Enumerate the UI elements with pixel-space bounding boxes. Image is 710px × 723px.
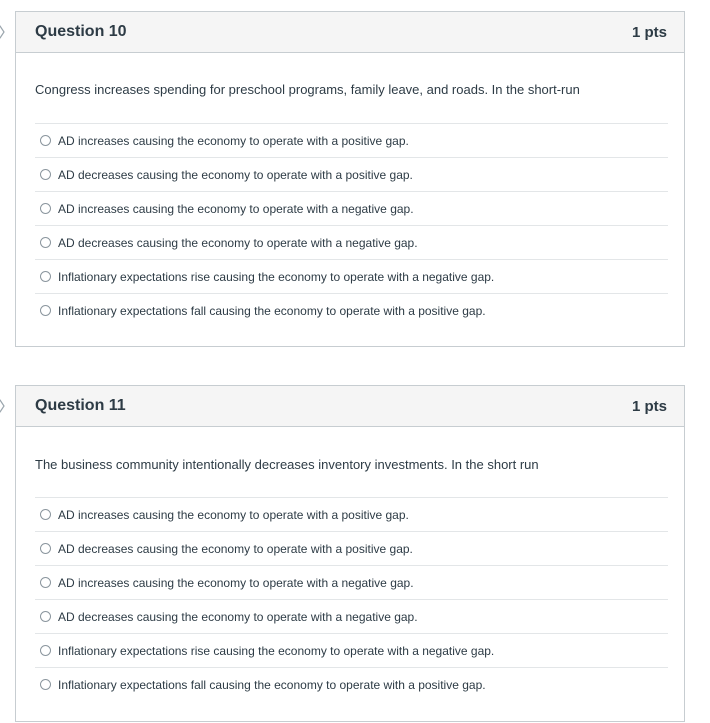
answer-option[interactable] bbox=[35, 259, 668, 293]
question-flag-icon[interactable] bbox=[0, 25, 6, 39]
answer-list bbox=[35, 497, 668, 701]
answer-label: AD decreases causing the economy to operate with a positive gap. bbox=[58, 167, 413, 182]
radio-button[interactable] bbox=[40, 305, 51, 316]
question-text: The business community intentionally decreases inventory investments. In the short run bbox=[35, 457, 539, 472]
question-header bbox=[16, 12, 684, 53]
answer-list bbox=[35, 123, 668, 327]
answer-option[interactable] bbox=[35, 157, 668, 191]
answer-label: Inflationary expectations fall causing the economy to operate with a positive gap. bbox=[58, 677, 486, 692]
answer-option[interactable] bbox=[35, 123, 668, 157]
radio-button[interactable] bbox=[40, 577, 51, 588]
radio-button[interactable] bbox=[40, 271, 51, 282]
answer-label: Inflationary expectations rise causing the economy to operate with a negative gap. bbox=[58, 269, 495, 284]
answer-label: AD decreases causing the economy to operate with a negative gap. bbox=[58, 235, 418, 250]
question-title: Question 11 bbox=[35, 397, 126, 414]
answer-option[interactable] bbox=[35, 293, 668, 327]
radio-button[interactable] bbox=[40, 645, 51, 656]
question-points: 1 pts bbox=[631, 23, 667, 41]
answer-option[interactable] bbox=[35, 531, 668, 565]
radio-button[interactable] bbox=[40, 203, 51, 214]
answer-option[interactable] bbox=[35, 565, 668, 599]
answer-label: AD increases causing the economy to operate with a negative gap. bbox=[58, 201, 414, 216]
question-header bbox=[16, 386, 684, 427]
answer-label: AD decreases causing the economy to operate with a negative gap. bbox=[58, 609, 418, 624]
answer-option[interactable] bbox=[35, 191, 668, 225]
answer-option[interactable] bbox=[35, 667, 668, 701]
answer-label: AD decreases causing the economy to operate with a positive gap. bbox=[58, 541, 413, 556]
answer-label: AD increases causing the economy to operate with a positive gap. bbox=[58, 133, 409, 148]
radio-button[interactable] bbox=[40, 509, 51, 520]
answer-label: AD increases causing the economy to operate with a negative gap. bbox=[58, 575, 414, 590]
question-flag-icon[interactable] bbox=[0, 399, 6, 413]
radio-button[interactable] bbox=[40, 543, 51, 554]
answer-label: AD increases causing the economy to operate with a positive gap. bbox=[58, 507, 409, 522]
question-title: Question 10 bbox=[35, 23, 127, 40]
question-points: 1 pts bbox=[631, 397, 667, 415]
answer-label: Inflationary expectations rise causing the economy to operate with a negative gap. bbox=[58, 643, 495, 658]
question-card bbox=[15, 11, 685, 347]
answer-option[interactable] bbox=[35, 225, 668, 259]
question-card bbox=[15, 385, 685, 722]
answer-option[interactable] bbox=[35, 497, 668, 531]
radio-button[interactable] bbox=[40, 169, 51, 180]
answer-option[interactable] bbox=[35, 633, 668, 667]
radio-button[interactable] bbox=[40, 135, 51, 146]
radio-button[interactable] bbox=[40, 679, 51, 690]
answer-label: Inflationary expectations fall causing the economy to operate with a positive gap. bbox=[58, 303, 486, 318]
answer-option[interactable] bbox=[35, 599, 668, 633]
radio-button[interactable] bbox=[40, 611, 51, 622]
radio-button[interactable] bbox=[40, 237, 51, 248]
question-text: Congress increases spending for preschool programs, family leave, and roads. In the short-run bbox=[35, 82, 580, 97]
